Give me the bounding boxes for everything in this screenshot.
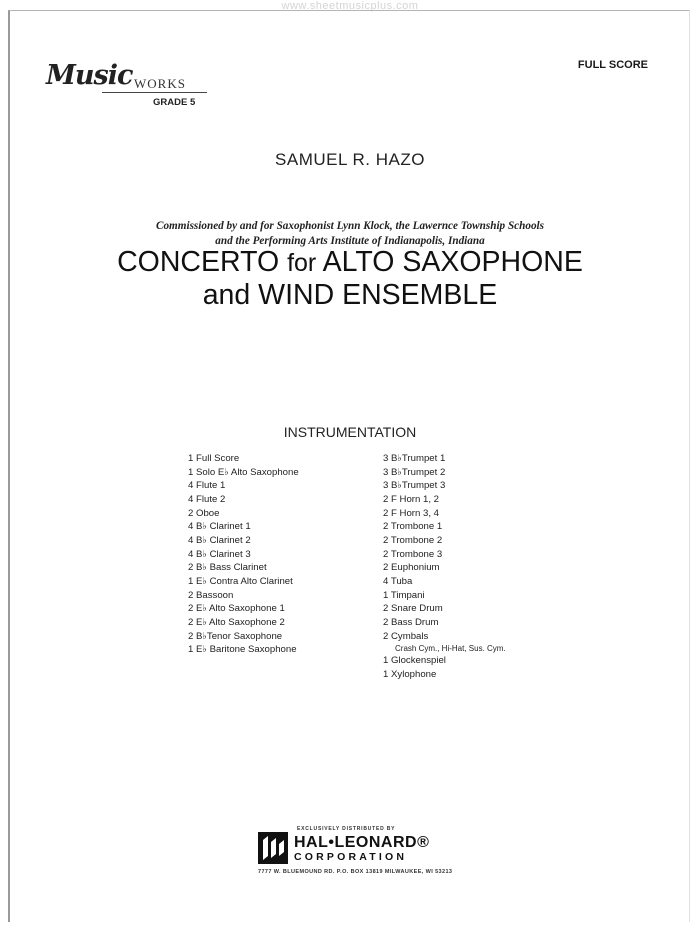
composer-name: SAMUEL R. HAZO [275, 150, 425, 169]
instrument-item: 3 B♭Trumpet 2 [383, 466, 446, 478]
publisher-name: HAL•LEONARD® [294, 834, 430, 851]
instrument-item: 1 Glockenspiel [383, 655, 446, 667]
instrument-item: 4 Flute 2 [188, 493, 226, 505]
instrument-item: 2 B♭Tenor Saxophone [188, 630, 283, 642]
logo-script: Music [46, 60, 133, 91]
instrument-item: 2 Oboe [188, 507, 220, 519]
instrument-item: 2 F Horn 1, 2 [383, 493, 439, 505]
musicworks-logo [46, 62, 211, 107]
instrument-item: 2 E♭ Alto Saxophone 2 [188, 616, 285, 628]
instrument-item: 2 Snare Drum [383, 603, 443, 615]
instrumentation-list-right [383, 452, 506, 682]
instrument-item: 2 Bassoon [188, 589, 234, 601]
instrument-item: 2 E♭ Alto Saxophone 1 [188, 603, 285, 615]
instrument-item: 4 Tuba [383, 575, 413, 587]
title-line-2: and WIND ENSEMBLE [202, 279, 498, 311]
title-concerto: CONCERTO [117, 246, 288, 278]
instrument-item: 2 Trombone 3 [383, 548, 443, 560]
logo-works: WORKS [134, 76, 186, 91]
publisher-address: 7777 W. BLUEMOUND RD. P.O. BOX 13819 MILWAUKEE, WI 53213 [258, 869, 453, 875]
instrument-item: 4 Flute 1 [188, 480, 226, 492]
instrument-item: 4 B♭ Clarinet 1 [188, 521, 251, 533]
watermark-text: www.sheetmusicplus.com [281, 0, 419, 12]
instrument-item: 1 Solo E♭ Alto Saxophone [188, 466, 299, 478]
instrument-item: 2 Trombone 1 [383, 521, 443, 533]
instrument-item: 1 E♭ Contra Alto Clarinet [188, 575, 293, 587]
instrument-item: 4 B♭ Clarinet 3 [188, 548, 251, 560]
instrument-item: 1 Full Score [188, 453, 240, 464]
page-frame [8, 10, 690, 922]
instrument-item: 2 B♭ Bass Clarinet [188, 562, 267, 574]
instrumentation-list-left [188, 452, 299, 657]
instrumentation-heading: INSTRUMENTATION [283, 424, 417, 440]
instrument-item: 2 Trombone 2 [383, 534, 443, 546]
title-alto-sax: ALTO SAXOPHONE [316, 246, 583, 278]
grade-label: GRADE 5 [153, 97, 196, 108]
title-line-1 [0, 246, 700, 279]
work-title [0, 246, 700, 311]
instrument-item: 2 Euphonium [383, 562, 440, 574]
instrument-item: 2 F Horn 3, 4 [383, 507, 439, 519]
instrument-item: 3 B♭Trumpet 3 [383, 480, 446, 492]
instrument-item: 4 B♭ Clarinet 2 [188, 534, 251, 546]
instrument-item: 2 Cymbals [383, 630, 429, 642]
instrument-item: 1 E♭ Baritone Saxophone [188, 644, 297, 656]
commission-note [0, 219, 700, 249]
logo-rule [102, 92, 207, 93]
hal-leonard-logo [258, 832, 448, 868]
title-for: for [287, 249, 317, 277]
instrument-subitem: Crash Cym., Hi-Hat, Sus. Cym. [395, 644, 506, 654]
full-score-label: FULL SCORE [577, 59, 648, 71]
commission-line-1: Commissioned by and for Saxophonist Lynn Klock, the Lawernce Township Schools [156, 220, 544, 232]
commission-line-2: and the Performing Arts Institute of Indianapolis, Indiana [215, 235, 485, 247]
instrument-item: 1 Xylophone [383, 668, 437, 680]
instrument-item: 2 Bass Drum [383, 616, 439, 628]
instrument-item: 3 B♭Trumpet 1 [383, 453, 446, 464]
publisher-corporation: CORPORATION [294, 851, 408, 863]
distributed-by-label: EXCLUSIVELY DISTRIBUTED BY [297, 826, 396, 832]
instrument-item: 1 Timpani [383, 589, 425, 601]
hal-leonard-mark-icon [258, 832, 288, 864]
